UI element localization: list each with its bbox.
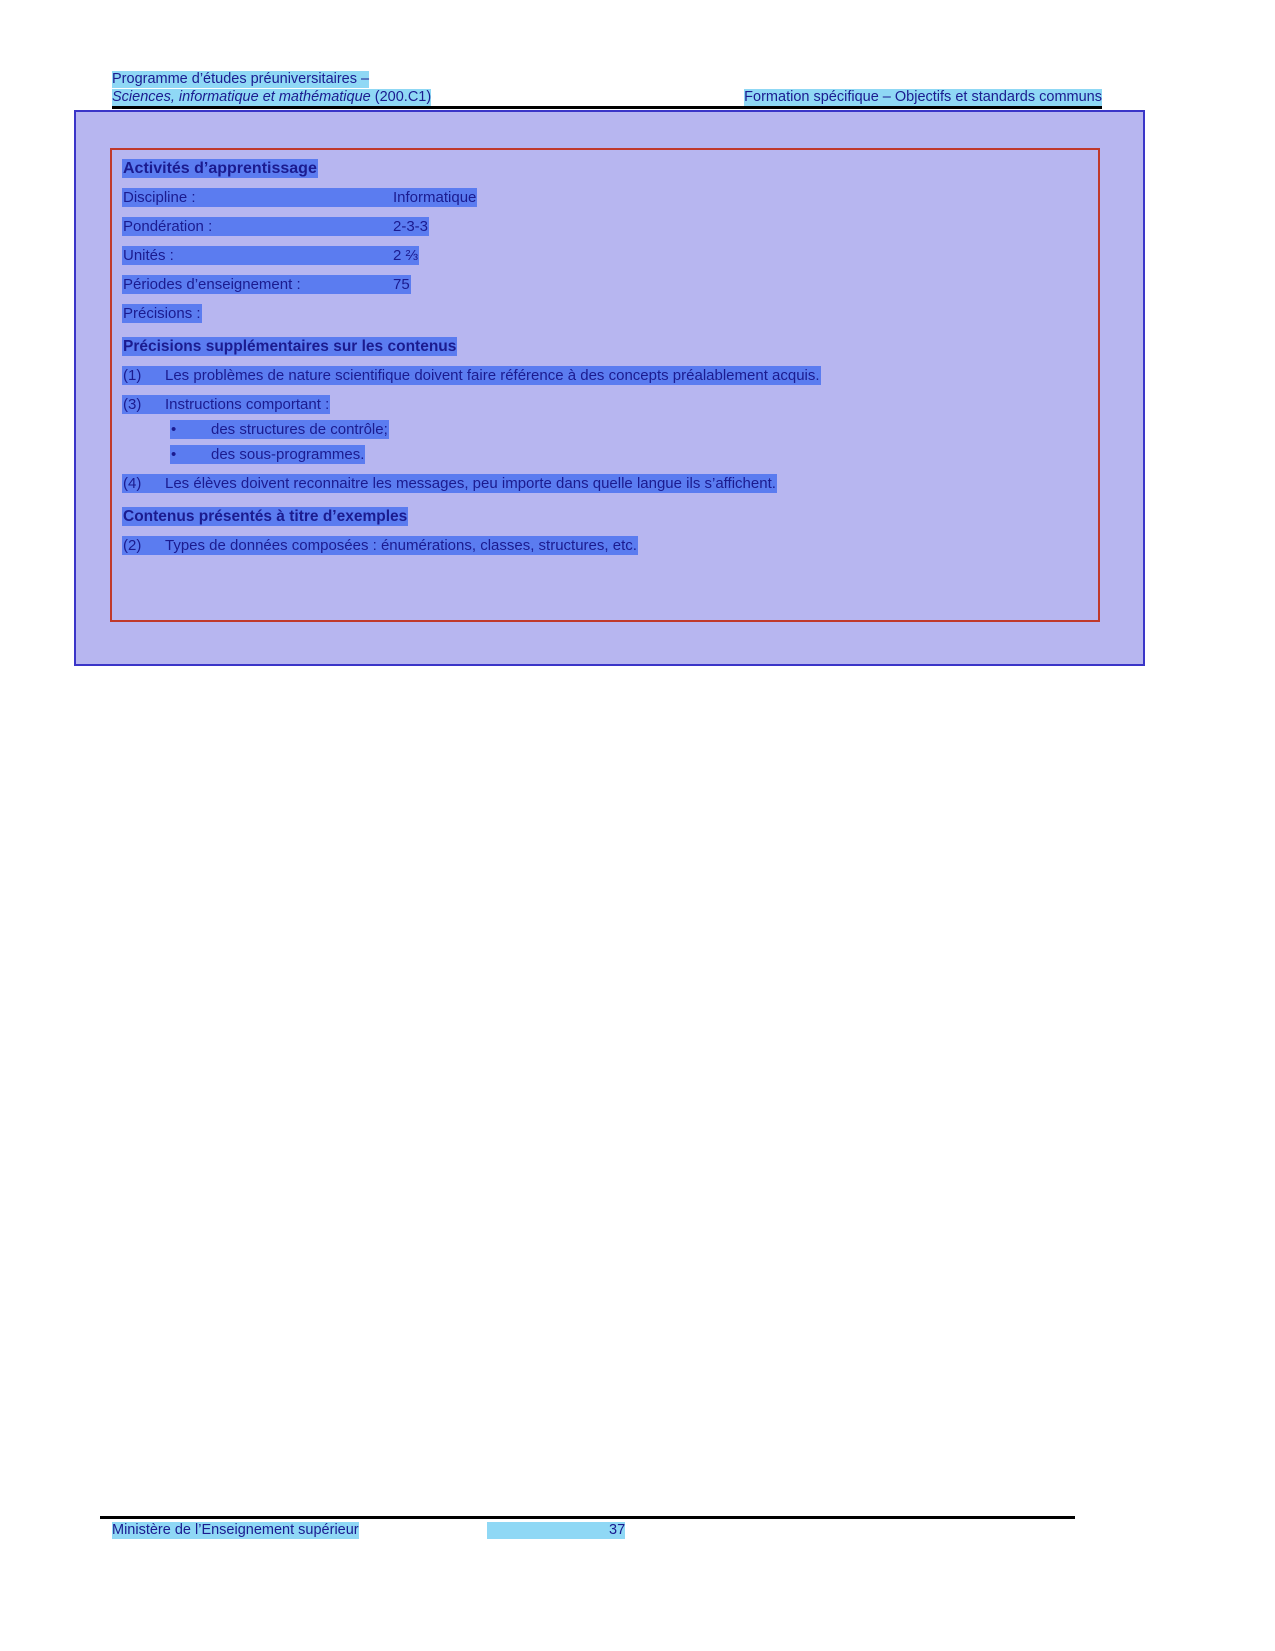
precision-bullet-2 bbox=[170, 445, 1090, 464]
precision-item-3-body: Instructions comportant : bbox=[165, 396, 330, 413]
subheading-contenus-exemples: Contenus présentés à titre d’exemples bbox=[123, 508, 408, 525]
precision-item-1-body: Les problèmes de nature scientifique doivent faire référence à des concepts préalablement acquis. bbox=[165, 367, 820, 384]
bullet-icon: • bbox=[171, 421, 177, 438]
precision-item-3 bbox=[122, 395, 1090, 414]
precision-item-1 bbox=[122, 366, 1090, 385]
field-value-discipline: Informatique bbox=[393, 189, 477, 206]
page-footer bbox=[112, 1522, 1072, 1542]
header-program-line: Programme d’études préuniversitaires – bbox=[112, 71, 370, 87]
field-row-unites bbox=[122, 246, 1090, 265]
field-label-unites: Unités : bbox=[122, 246, 392, 265]
page-header bbox=[112, 70, 1102, 108]
field-row-discipline bbox=[122, 188, 1090, 207]
card-title: Activités d’apprentissage bbox=[123, 160, 317, 177]
precision-item-3-number: (3) bbox=[123, 396, 142, 413]
field-label-precisions: Précisions : bbox=[123, 305, 201, 322]
header-section-label: Formation spécifique – Objectifs et standards communs bbox=[744, 89, 1102, 105]
field-value-unites: 2 ⅔ bbox=[393, 247, 419, 264]
field-value-ponderation: 2-3-3 bbox=[393, 218, 429, 235]
header-program-code: (200.C1) bbox=[370, 89, 432, 105]
footer-ministry-label: Ministère de l’Enseignement supérieur bbox=[112, 1522, 359, 1538]
footer-divider bbox=[100, 1516, 1075, 1519]
footer-highlight-fill bbox=[487, 1522, 617, 1539]
contenu-item-2 bbox=[122, 536, 1090, 555]
header-program-subtitle-italic: Sciences, informatique et mathématique bbox=[112, 89, 371, 105]
contenu-item-2-text bbox=[122, 536, 638, 555]
field-label-discipline: Discipline : bbox=[122, 188, 392, 207]
field-row-periodes bbox=[122, 275, 1090, 294]
field-label-ponderation: Pondération : bbox=[122, 217, 392, 236]
precision-item-1-number: (1) bbox=[123, 367, 142, 384]
header-program-subtitle bbox=[112, 89, 431, 106]
subheading-precisions-contenus: Précisions supplémentaires sur les contenus bbox=[123, 338, 457, 355]
precision-item-1-text bbox=[122, 366, 821, 385]
precision-item-4-body: Les élèves doivent reconnaitre les messages, peu importe dans quelle langue ils s’affichent. bbox=[165, 475, 776, 492]
precision-item-4-text bbox=[122, 474, 777, 493]
field-row-ponderation bbox=[122, 217, 1090, 236]
precision-bullet-1 bbox=[170, 420, 1090, 439]
precision-item-4 bbox=[122, 474, 1090, 493]
precision-bullet-1-body: des structures de contrôle; bbox=[211, 421, 388, 438]
precision-bullet-2-body: des sous-programmes. bbox=[211, 446, 365, 463]
bullet-icon: • bbox=[171, 446, 177, 463]
header-divider bbox=[112, 106, 1102, 109]
contenu-item-2-number: (2) bbox=[123, 537, 142, 554]
field-label-periodes: Périodes d’enseignement : bbox=[122, 275, 392, 294]
footer-page-number: 37 bbox=[609, 1522, 626, 1538]
precision-item-4-number: (4) bbox=[123, 475, 142, 492]
learning-activities-card bbox=[110, 148, 1100, 622]
precision-item-3-text bbox=[122, 395, 330, 414]
field-row-precisions bbox=[122, 304, 1090, 323]
contenu-item-2-body: Types de données composées : énumérations, classes, structures, etc. bbox=[165, 537, 637, 554]
field-value-periodes: 75 bbox=[393, 276, 410, 293]
